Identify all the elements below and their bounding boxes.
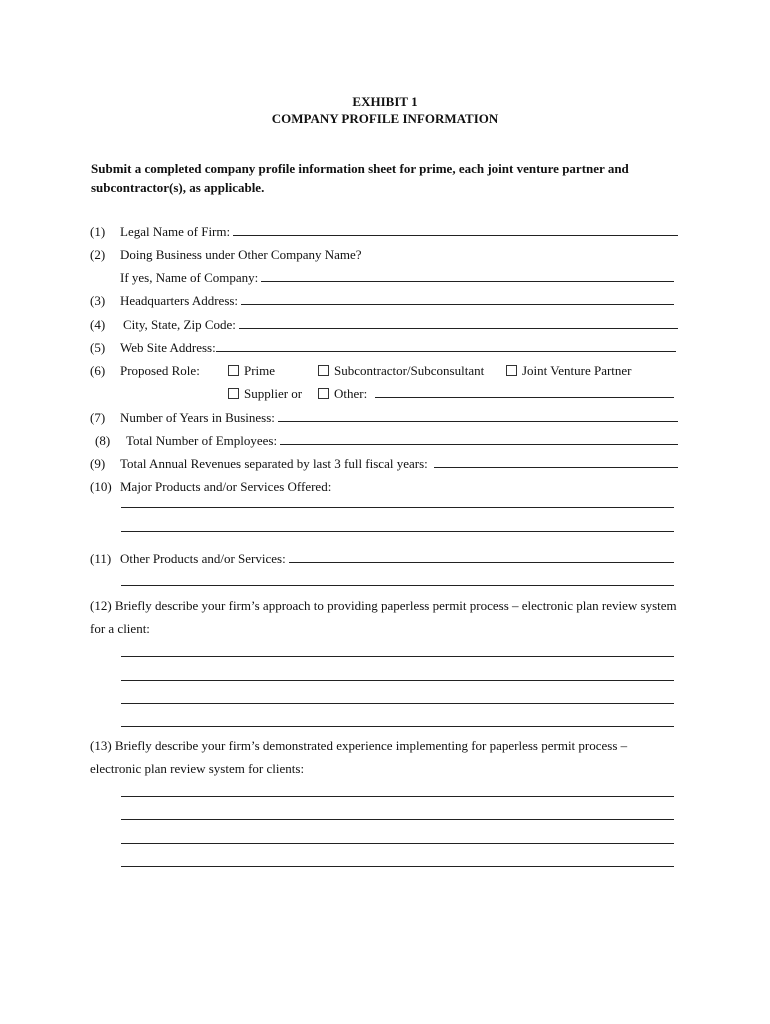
item-number: (10) [90, 479, 112, 494]
years-in-business-row [90, 408, 678, 426]
legal-name-row [90, 222, 678, 240]
dba-name-field[interactable] [261, 281, 674, 282]
dba-label: Doing Business under Other Company Name? [120, 247, 362, 262]
legal-name-field[interactable] [233, 235, 678, 236]
role-option-label: Prime [244, 363, 276, 378]
dba-name-row [120, 268, 674, 286]
checkbox-icon[interactable] [228, 388, 239, 399]
dba-name-label: If yes, Name of Company: [120, 270, 259, 285]
other-role-field[interactable] [375, 397, 674, 398]
item-number: (3) [90, 293, 106, 308]
item-number: (1) [90, 224, 106, 239]
item-number: (5) [90, 340, 106, 355]
page-title: COMPANY PROFILE INFORMATION [271, 111, 499, 126]
paperless-approach-line-2[interactable] [121, 680, 674, 681]
website-label: Web Site Address: [120, 340, 216, 355]
major-products-label: Major Products and/or Services Offered: [120, 479, 332, 494]
paperless-approach-line-3[interactable] [121, 703, 674, 704]
item-number: (9) [90, 456, 106, 471]
years-in-business-label: Number of Years in Business: [120, 410, 275, 425]
annual-revenues-field[interactable] [434, 467, 678, 468]
item-number: (2) [90, 247, 106, 262]
checkbox-icon[interactable] [318, 388, 329, 399]
annual-revenues-label: Total Annual Revenues separated by last 3 full fiscal years: [120, 456, 428, 471]
annual-revenues-row [90, 454, 678, 472]
role-option-label: Supplier or [244, 386, 303, 401]
paperless-experience-line-3[interactable] [121, 843, 674, 844]
major-products-line-1[interactable] [121, 507, 674, 508]
item-number: (8) [95, 433, 111, 448]
intro-instructions: Submit a completed company profile information sheet for prime, each joint venture partner and subcontractor(s), as applicable. [91, 161, 629, 195]
item-number: (7) [90, 410, 106, 425]
role-option-label: Subcontractor/Subconsultant [334, 363, 485, 378]
role-option-subcontractor[interactable] [318, 363, 484, 379]
other-products-line-2[interactable] [121, 585, 674, 586]
item-number: (11) [90, 551, 112, 566]
hq-address-field[interactable] [241, 304, 674, 305]
paperless-experience-line-2[interactable] [121, 819, 674, 820]
legal-name-label: Legal Name of Firm: [120, 224, 231, 239]
website-row [90, 338, 676, 356]
employees-field[interactable] [280, 444, 678, 445]
checkbox-icon[interactable] [318, 365, 329, 376]
role-option-other [318, 384, 674, 402]
checkbox-icon[interactable] [228, 365, 239, 376]
dba-row [90, 245, 678, 263]
city-state-zip-label: City, State, Zip Code: [123, 317, 236, 332]
checkbox-icon[interactable] [506, 365, 517, 376]
paperless-approach-line-1[interactable] [121, 656, 674, 657]
proposed-role-label: Proposed Role: [120, 363, 200, 378]
major-products-row [90, 477, 678, 495]
city-state-zip-row [90, 315, 678, 333]
role-option-joint-venture[interactable] [506, 363, 632, 379]
item-number: (6) [90, 363, 106, 378]
other-products-row [90, 549, 674, 567]
role-option-label: Other: [334, 386, 368, 401]
years-in-business-field[interactable] [278, 421, 678, 422]
major-products-line-2[interactable] [121, 531, 674, 532]
paperless-experience-line-4[interactable] [121, 866, 674, 867]
exhibit-label: EXHIBIT 1 [352, 94, 418, 109]
city-state-zip-field[interactable] [239, 328, 678, 329]
role-option-prime[interactable] [228, 363, 275, 379]
website-field[interactable] [216, 351, 676, 352]
hq-address-label: Headquarters Address: [120, 293, 239, 308]
employees-row [95, 431, 678, 449]
role-option-supplier[interactable] [228, 386, 302, 402]
role-option-label: Joint Venture Partner [522, 363, 632, 378]
paperless-approach-line-4[interactable] [121, 726, 674, 727]
paperless-experience-question: (13) Briefly describe your firm’s demonstrated experience implementing for paperless permit process – electronic plan review system for clients: [90, 738, 628, 776]
hq-address-row [90, 291, 674, 309]
employees-label: Total Number of Employees: [126, 433, 278, 448]
item-number: (4) [90, 317, 106, 332]
paperless-approach-question: (12) Briefly describe your firm’s approach to providing paperless permit process – electronic plan review system for a client: [90, 598, 677, 636]
other-products-field[interactable] [289, 562, 674, 563]
paperless-experience-line-1[interactable] [121, 796, 674, 797]
other-products-label: Other Products and/or Services: [120, 551, 286, 566]
